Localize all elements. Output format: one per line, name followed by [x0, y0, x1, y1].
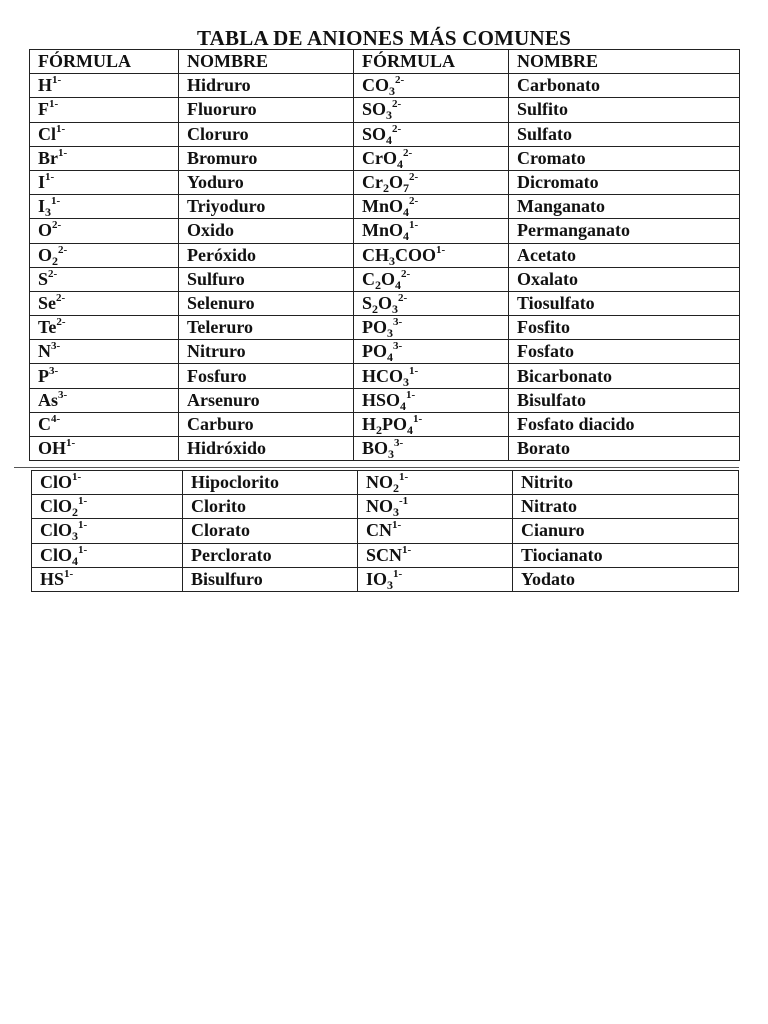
name-cell: Sulfito — [509, 98, 740, 122]
formula-cell: $HS^{1-}$ — [32, 567, 183, 591]
formula-cell: $As^{3-}$ — [30, 388, 179, 412]
name-cell: Nitrato — [513, 495, 739, 519]
formula-cell: $NO_3^{-1}$ — [358, 495, 513, 519]
anion-table-extra — [31, 470, 739, 592]
formula-cell: MnO$_4^{1-}$ — [354, 219, 509, 243]
formula-cell: $CN^{1-}$ — [358, 519, 513, 543]
name-cell: Yodato — [513, 567, 739, 591]
formula-cell: $F^{1-}$ — [30, 98, 179, 122]
name-cell: Sulfuro — [179, 267, 354, 291]
table-row — [30, 146, 740, 170]
formula-cell: $C_2O_4^{2-}$ — [354, 267, 509, 291]
table-row — [30, 316, 740, 340]
name-cell: Bisulfuro — [183, 567, 358, 591]
formula-cell: ClO$_2^{1-}$ — [32, 495, 183, 519]
name-cell: Dicromato — [509, 170, 740, 194]
formula-cell: $Se^{2-}$ — [30, 291, 179, 315]
table-header-row — [30, 50, 740, 74]
name-cell: Fluoruro — [179, 98, 354, 122]
table-row — [30, 74, 740, 98]
formula-cell: $IO_3^{1-}$ — [358, 567, 513, 591]
table-row — [32, 495, 739, 519]
name-cell: Bisulfato — [509, 388, 740, 412]
name-cell: Borato — [509, 437, 740, 461]
table-row — [32, 471, 739, 495]
formula-cell: $PO_3^{3-}$ — [354, 316, 509, 340]
table-row — [30, 219, 740, 243]
name-cell: Peróxido — [179, 243, 354, 267]
name-cell: Clorato — [183, 519, 358, 543]
name-cell: Oxalato — [509, 267, 740, 291]
table-row — [30, 243, 740, 267]
table-row — [30, 267, 740, 291]
formula-cell: $I_3^{1-}$ — [30, 195, 179, 219]
name-cell: Carbonato — [509, 74, 740, 98]
formula-cell: ClO$_4^{1-}$ — [32, 543, 183, 567]
name-cell: Fosfato — [509, 340, 740, 364]
table-row — [30, 412, 740, 436]
formula-cell: $I^{1-}$ — [30, 170, 179, 194]
name-cell: Cianuro — [513, 519, 739, 543]
table-row — [32, 567, 739, 591]
formula-cell: $CO_3^{2-}$ — [354, 74, 509, 98]
name-cell: Carburo — [179, 412, 354, 436]
name-cell: Fosfato diacido — [509, 412, 740, 436]
formula-cell: MnO$_4^{2-}$ — [354, 195, 509, 219]
table-row — [30, 437, 740, 461]
name-cell: Triyoduro — [179, 195, 354, 219]
name-cell: Selenuro — [179, 291, 354, 315]
name-cell: Fosfuro — [179, 364, 354, 388]
table-row — [30, 291, 740, 315]
formula-cell: $H^{1-}$ — [30, 74, 179, 98]
formula-cell: $P^{3-}$ — [30, 364, 179, 388]
name-cell: Sulfato — [509, 122, 740, 146]
formula-cell: $PO_4^{3-}$ — [354, 340, 509, 364]
name-cell: Yoduro — [179, 170, 354, 194]
name-cell: Permanganato — [509, 219, 740, 243]
document-title: TABLA DE ANIONES MÁS COMUNES — [197, 26, 571, 50]
name-cell: Fosfito — [509, 316, 740, 340]
name-cell: Hidruro — [179, 74, 354, 98]
name-cell: Tiocianato — [513, 543, 739, 567]
formula-cell: $HSO_4^{1-}$ — [354, 388, 509, 412]
name-cell: Hidróxido — [179, 437, 354, 461]
column-header: FÓRMULA — [30, 50, 179, 74]
formula-cell: ClO$_3^{1-}$ — [32, 519, 183, 543]
name-cell: Tiosulfato — [509, 291, 740, 315]
formula-cell: $SO_3^{2-}$ — [354, 98, 509, 122]
formula-cell: CrO$_4^{2-}$ — [354, 146, 509, 170]
table-row — [30, 122, 740, 146]
name-cell: Nitruro — [179, 340, 354, 364]
table-row — [30, 98, 740, 122]
formula-cell: $SO_4^{2-}$ — [354, 122, 509, 146]
name-cell: Oxido — [179, 219, 354, 243]
name-cell: Teleruro — [179, 316, 354, 340]
name-cell: Bicarbonato — [509, 364, 740, 388]
column-header: NOMBRE — [179, 50, 354, 74]
name-cell: Manganato — [509, 195, 740, 219]
table-row — [30, 388, 740, 412]
name-cell: Bromuro — [179, 146, 354, 170]
formula-cell: $Cl^{1-}$ — [30, 122, 179, 146]
formula-cell: $S_2O_3^{2-}$ — [354, 291, 509, 315]
formula-cell: $N^{3-}$ — [30, 340, 179, 364]
name-cell: Clorito — [183, 495, 358, 519]
formula-cell: $Te^{2-}$ — [30, 316, 179, 340]
name-cell: Hipoclorito — [183, 471, 358, 495]
formula-cell: $O^{2-}$ — [30, 219, 179, 243]
formula-cell: $C^{4-}$ — [30, 412, 179, 436]
formula-cell: $O_2^{2-}$ — [30, 243, 179, 267]
table-row — [32, 519, 739, 543]
page-divider-line — [14, 467, 739, 468]
formula-cell: $CH_3COO^{1-}$ — [354, 243, 509, 267]
formula-cell: $S^{2-}$ — [30, 267, 179, 291]
formula-cell: ClO$^{1-}$ — [32, 471, 183, 495]
table-row — [30, 340, 740, 364]
column-header: FÓRMULA — [354, 50, 509, 74]
name-cell: Acetato — [509, 243, 740, 267]
formula-cell: $Cr_2O_7^{2-}$ — [354, 170, 509, 194]
name-cell: Nitrito — [513, 471, 739, 495]
name-cell: Perclorato — [183, 543, 358, 567]
table-row — [30, 364, 740, 388]
name-cell: Cloruro — [179, 122, 354, 146]
table-row — [30, 170, 740, 194]
formula-cell: $Br^{1-}$ — [30, 146, 179, 170]
table-row — [32, 543, 739, 567]
formula-cell: $BO_3^{3-}$ — [354, 437, 509, 461]
name-cell: Arsenuro — [179, 388, 354, 412]
formula-cell: $OH^{1-}$ — [30, 437, 179, 461]
formula-cell: $H_2PO_4^{1-}$ — [354, 412, 509, 436]
name-cell: Cromato — [509, 146, 740, 170]
table-row — [30, 195, 740, 219]
formula-cell: $HCO_3^{1-}$ — [354, 364, 509, 388]
formula-cell: $SCN^{1-}$ — [358, 543, 513, 567]
column-header: NOMBRE — [509, 50, 740, 74]
formula-cell: $NO_2^{1-}$ — [358, 471, 513, 495]
anion-table-main — [29, 49, 740, 461]
